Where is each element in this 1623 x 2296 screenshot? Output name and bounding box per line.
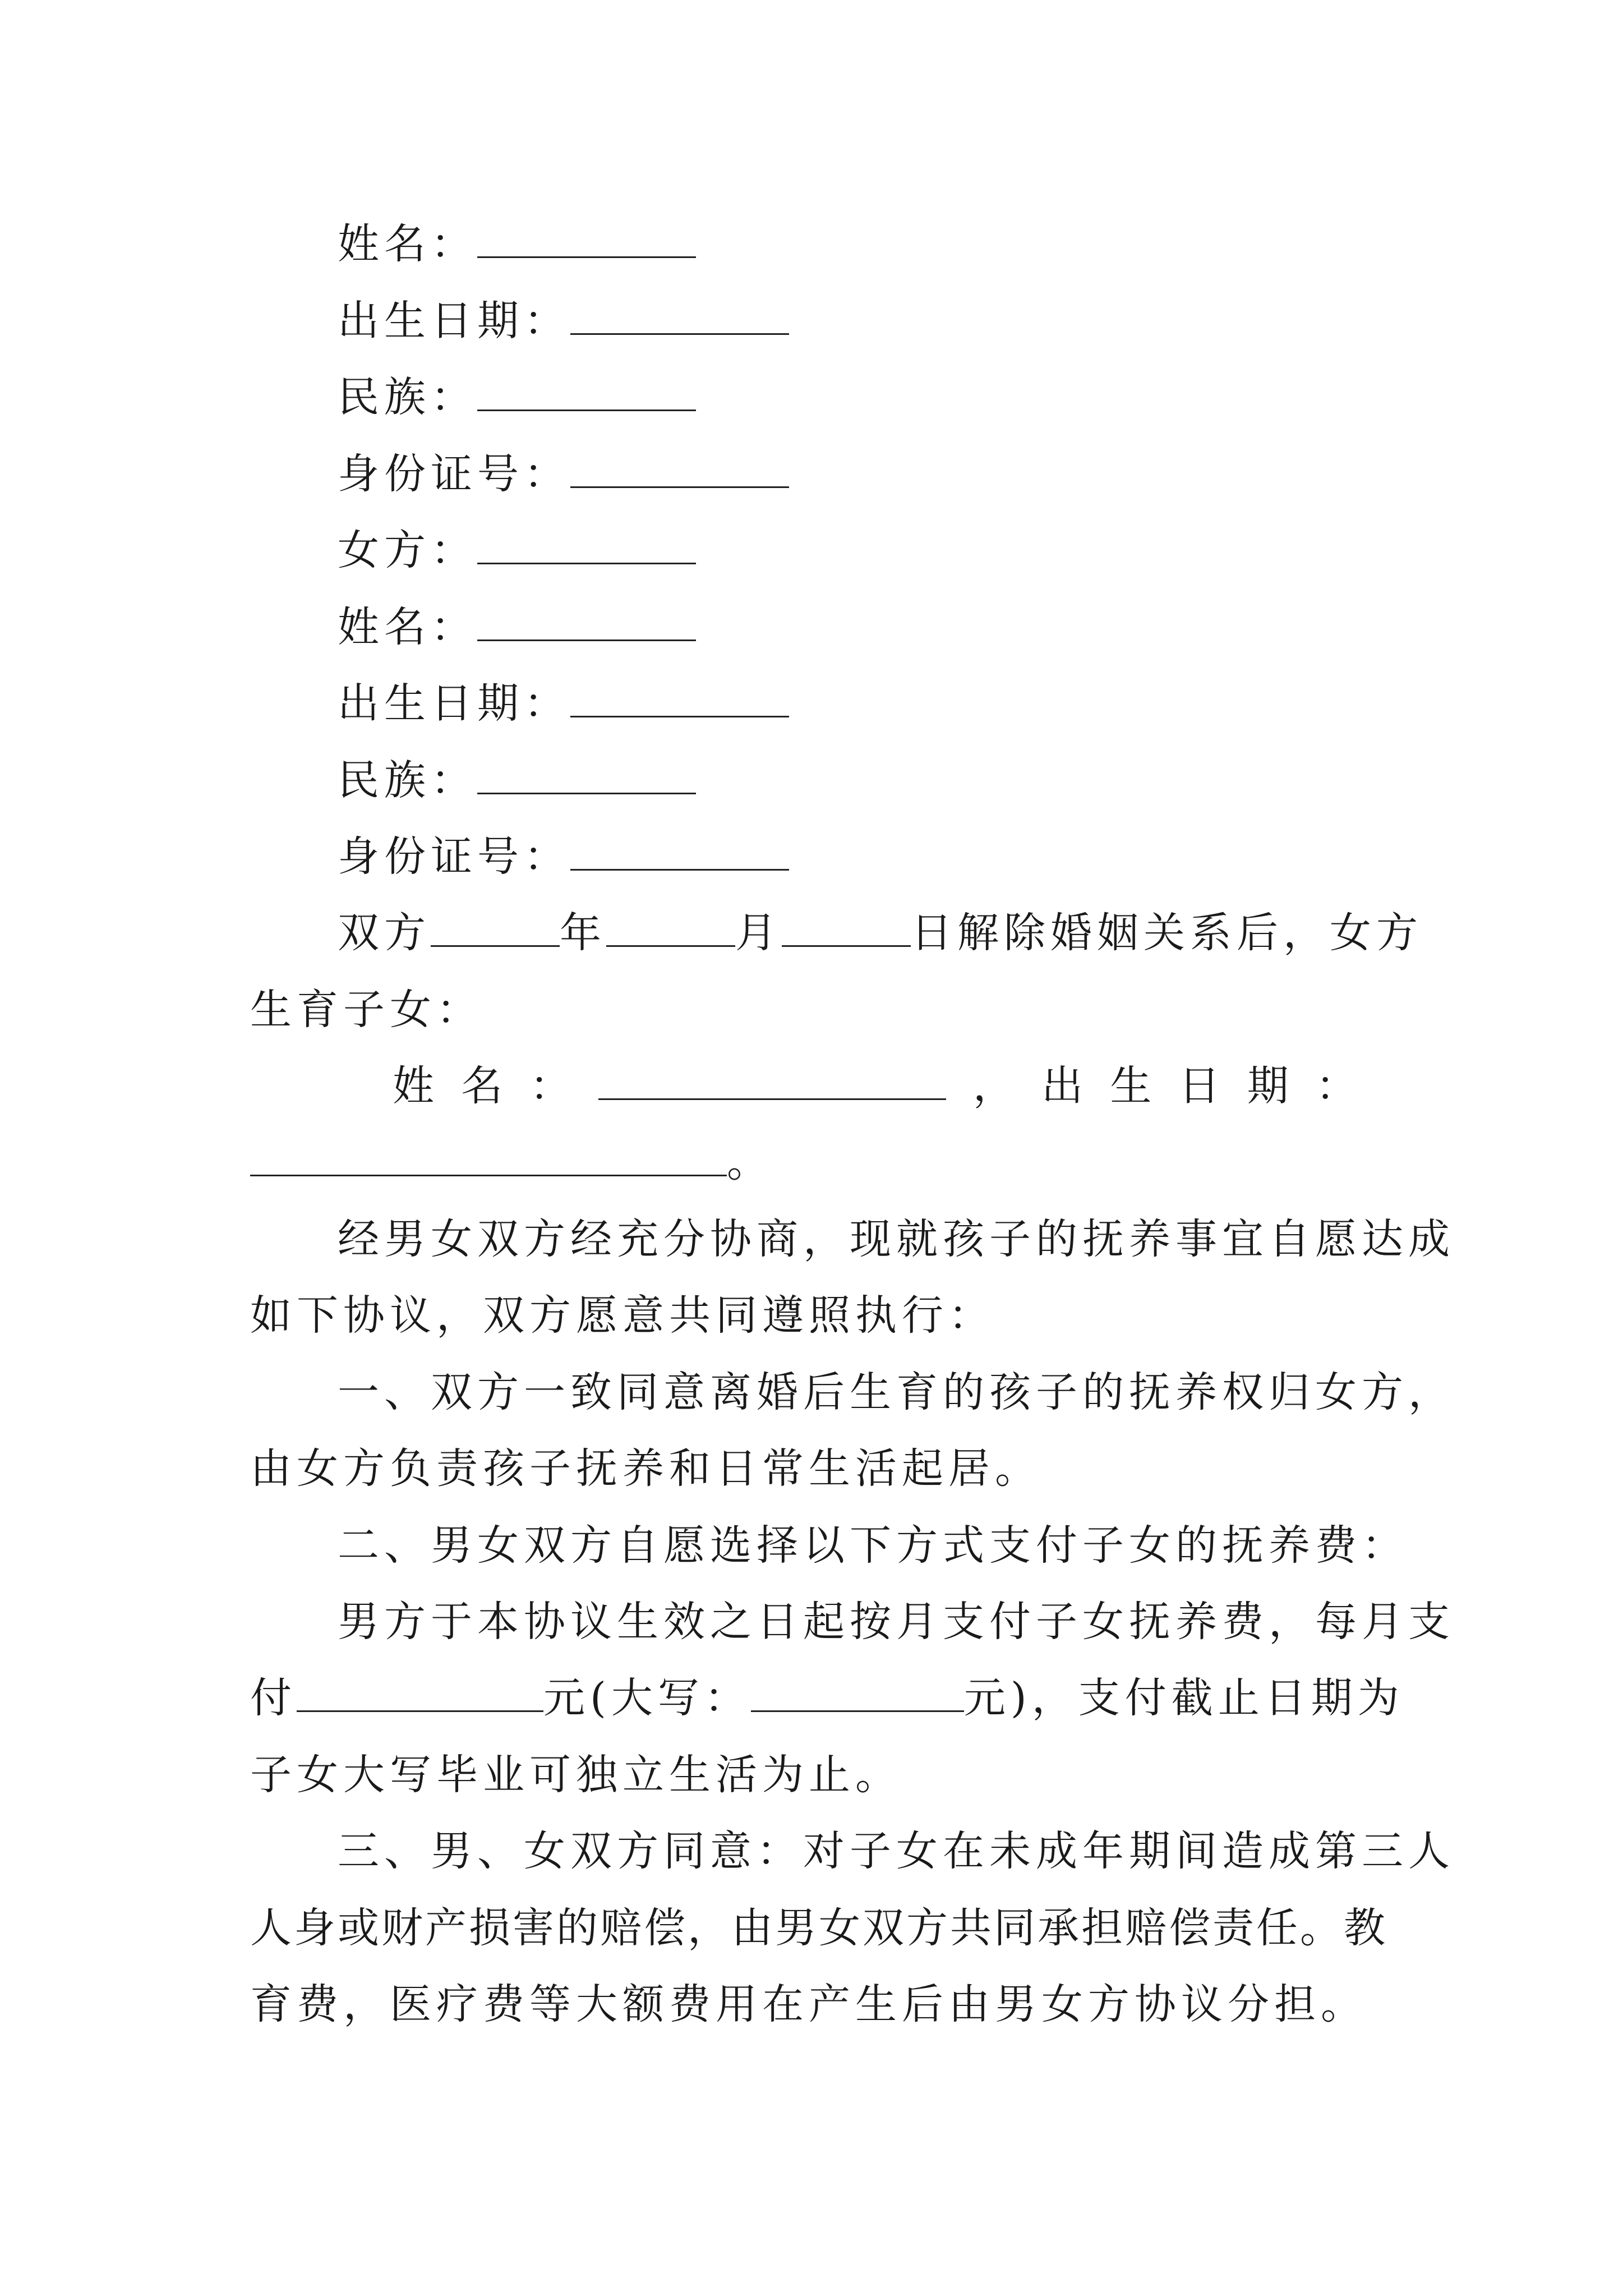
male-birth-label: 出生日期： bbox=[338, 297, 570, 345]
child-birth-row bbox=[250, 1134, 1383, 1190]
child-birth-blank[interactable] bbox=[250, 1140, 727, 1176]
child-name-blank[interactable] bbox=[598, 1064, 946, 1100]
child-end-mark: 。 bbox=[727, 1138, 773, 1186]
intro-line-1 bbox=[250, 1211, 1470, 1267]
clause2-text-2: 男方于本协议生效之日起按月支付子女抚养费，每月支 bbox=[338, 1598, 1455, 1646]
female-ethnicity-label: 民族： bbox=[338, 756, 477, 804]
male-name-row bbox=[250, 216, 1470, 272]
clause1-line-1 bbox=[250, 1364, 1470, 1420]
clause2-line-1 bbox=[250, 1517, 1470, 1573]
divorce-day-blank[interactable] bbox=[782, 910, 911, 947]
clause3-line-1 bbox=[250, 1823, 1470, 1879]
divorce-suffix: 日解除婚姻关系后，女方 bbox=[911, 909, 1423, 957]
divorce-year-label: 年 bbox=[560, 909, 606, 957]
divorce-month-label: 月 bbox=[735, 909, 782, 957]
female-heading-label: 女方： bbox=[338, 526, 477, 574]
child-birth-char-4: 期 bbox=[1247, 1062, 1289, 1110]
female-birth-blank[interactable] bbox=[570, 681, 789, 717]
clause1-text-1: 一、双方一致同意离婚后生育的孩子的抚养权归女方， bbox=[338, 1368, 1455, 1416]
clause1-text-2: 由女方负责孩子抚养和日常生活起居。 bbox=[250, 1444, 1041, 1493]
child-name-char-1: 姓 bbox=[393, 1062, 434, 1110]
male-ethnicity-label: 民族： bbox=[338, 373, 477, 421]
female-id-row bbox=[250, 829, 1470, 885]
child-info-row bbox=[393, 1058, 1357, 1114]
divorce-prefix: 双方 bbox=[338, 909, 431, 957]
divorce-date-row bbox=[250, 905, 1470, 961]
female-name-label: 姓名： bbox=[338, 603, 477, 651]
clause3-text-3: 育费，医疗费等大额费用在产生后由男女方协议分担。 bbox=[250, 1980, 1367, 2028]
clause3-text-2: 人身或财产损害的赔偿，由男女双方共同承担赔偿责任。教 bbox=[250, 1904, 1387, 1952]
male-id-blank[interactable] bbox=[570, 452, 789, 488]
clause2-pay-mid: 元(大写： bbox=[543, 1674, 751, 1722]
female-heading-blank[interactable] bbox=[477, 528, 696, 564]
male-name-blank[interactable] bbox=[477, 222, 696, 258]
clause2-line-2 bbox=[250, 1594, 1470, 1650]
male-birth-blank[interactable] bbox=[570, 298, 789, 335]
clause2-pay-suffix: 元)，支付截止日期为 bbox=[963, 1674, 1404, 1722]
divorce-continuation-row bbox=[250, 982, 1383, 1038]
divorce-year-blank[interactable] bbox=[431, 910, 560, 947]
clause2-pay-prefix: 付 bbox=[250, 1674, 297, 1722]
clause2-text-1: 二、男女双方自愿选择以下方式支付子女的抚养费： bbox=[338, 1521, 1408, 1570]
female-heading-row bbox=[250, 522, 1470, 578]
clause3-text-1: 三、男、女双方同意：对子女在未成年期间造成第三人 bbox=[338, 1827, 1455, 1875]
male-id-label: 身份证号： bbox=[338, 450, 570, 498]
amount-capital-blank[interactable] bbox=[751, 1676, 964, 1712]
child-birth-char-2: 生 bbox=[1110, 1062, 1152, 1110]
child-birth-colon: ： bbox=[1315, 1062, 1357, 1110]
male-ethnicity-blank[interactable] bbox=[477, 375, 696, 411]
female-ethnicity-row bbox=[250, 752, 1470, 808]
child-name-colon: ： bbox=[529, 1062, 571, 1110]
clause2-line-4 bbox=[250, 1747, 1383, 1803]
male-id-row bbox=[250, 446, 1470, 502]
female-ethnicity-blank[interactable] bbox=[477, 758, 696, 794]
female-birth-row bbox=[250, 675, 1470, 731]
female-id-label: 身份证号： bbox=[338, 832, 570, 881]
male-birth-row bbox=[250, 293, 1470, 349]
clause3-line-3 bbox=[250, 1976, 1383, 2032]
monthly-amount-blank[interactable] bbox=[297, 1676, 543, 1712]
male-name-label: 姓名： bbox=[338, 220, 477, 268]
child-birth-char-1: 出 bbox=[1041, 1062, 1083, 1110]
female-name-row bbox=[250, 599, 1470, 655]
intro-line-2 bbox=[250, 1287, 1383, 1343]
divorce-continuation: 生育子女： bbox=[250, 986, 483, 1034]
child-comma: ， bbox=[972, 1062, 1015, 1110]
clause2-text-4: 子女大写毕业可独立生活为止。 bbox=[250, 1751, 902, 1799]
female-birth-label: 出生日期： bbox=[338, 679, 570, 728]
female-id-blank[interactable] bbox=[570, 834, 789, 871]
intro-text-1: 经男女双方经充分协商，现就孩子的抚养事宜自愿达成 bbox=[338, 1215, 1455, 1263]
clause2-payment-row bbox=[250, 1670, 1404, 1726]
child-name-char-2: 名 bbox=[461, 1062, 503, 1110]
clause1-line-2 bbox=[250, 1441, 1383, 1497]
intro-text-2: 如下协议，双方愿意共同遵照执行： bbox=[250, 1291, 995, 1340]
female-name-blank[interactable] bbox=[477, 605, 696, 641]
child-birth-char-3: 日 bbox=[1178, 1062, 1220, 1110]
clause3-line-2 bbox=[250, 1900, 1387, 1956]
male-ethnicity-row bbox=[250, 369, 1470, 425]
divorce-month-blank[interactable] bbox=[606, 910, 735, 947]
